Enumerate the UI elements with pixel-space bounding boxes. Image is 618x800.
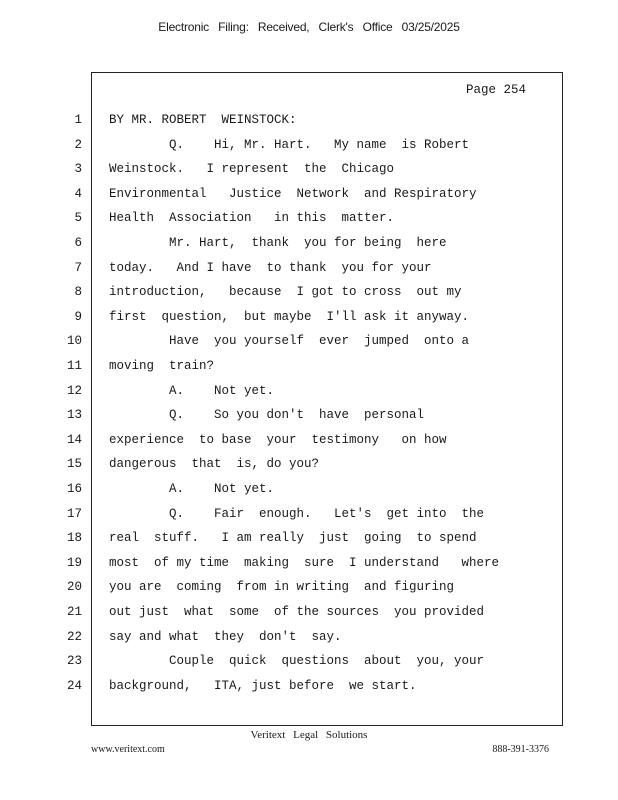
transcript-line: first question, but maybe I'll ask it anyway. (109, 309, 470, 324)
transcript-line: moving train? (109, 359, 215, 373)
line-number: 11 (66, 359, 82, 373)
line-number: 19 (66, 555, 82, 570)
page-number: Page 254 (465, 83, 526, 97)
transcript-line: Q. Hi, Mr. Hart. My name is Robert (109, 137, 470, 152)
transcript-line: experience to base your testimony on how (109, 432, 447, 447)
transcript-line: Q. So you don't have personal (109, 408, 425, 423)
transcript-line: Health Association in this matter. (109, 211, 395, 226)
line-number: 1 (74, 113, 82, 127)
transcript-line: say and what they don't say. (109, 629, 342, 644)
line-number: 9 (74, 309, 82, 324)
line-number: 14 (66, 432, 82, 447)
line-number: 12 (66, 383, 82, 398)
line-number: 24 (66, 678, 82, 693)
line-number: 16 (66, 482, 82, 496)
line-number: 22 (66, 629, 82, 644)
line-number: 6 (74, 236, 82, 250)
transcript-line: Environmental Justice Network and Respiratory (109, 186, 477, 201)
line-number: 18 (66, 531, 82, 546)
transcript-line: today. And I have to thank you for your (109, 260, 432, 275)
transcript-line: BY MR. ROBERT WEINSTOCK: (109, 113, 297, 127)
transcript-line: real stuff. I am really just going to spend (109, 531, 477, 546)
transcript-line: background, ITA, just before we start. (109, 678, 417, 693)
line-number: 3 (74, 162, 82, 177)
line-number: 7 (74, 260, 82, 275)
transcript-line: Mr. Hart, thank you for being here (109, 236, 447, 250)
footer-company: Veritext Legal Solutions (250, 729, 368, 741)
transcript-line: A. Not yet. (109, 482, 275, 496)
line-number: 13 (66, 408, 82, 423)
transcript-line: A. Not yet. (109, 383, 275, 398)
transcript-line: out just what some of the sources you provided (109, 605, 485, 619)
line-number: 21 (66, 605, 82, 619)
transcript-line: Couple quick questions about you, your (109, 654, 485, 669)
transcript-line: dangerous that is, do you? (109, 457, 320, 472)
transcript-line: introduction, because I got to cross out my (109, 285, 462, 300)
line-number: 2 (74, 137, 82, 152)
line-number: 20 (66, 580, 82, 595)
line-number: 4 (74, 186, 82, 201)
line-number: 8 (74, 285, 82, 300)
transcript-line: Have you yourself ever jumped onto a (109, 334, 470, 349)
line-number: 10 (66, 334, 82, 349)
footer-website: www.veritext.com (91, 744, 165, 755)
footer-phone: 888-391-3376 (492, 744, 549, 755)
line-number: 5 (74, 211, 82, 226)
transcript-line: Weinstock. I represent the Chicago (109, 162, 395, 177)
line-number: 15 (66, 457, 82, 472)
line-number: 17 (66, 506, 82, 521)
transcript-line: most of my time making sure I understand where (109, 555, 500, 570)
transcript-line: Q. Fair enough. Let's get into the (109, 506, 485, 521)
transcript-line: you are coming from in writing and figuring (109, 580, 455, 595)
line-number: 23 (66, 654, 82, 669)
filing-header: Electronic Filing: Received, Clerk's Office 03/25/2025 (158, 20, 460, 34)
